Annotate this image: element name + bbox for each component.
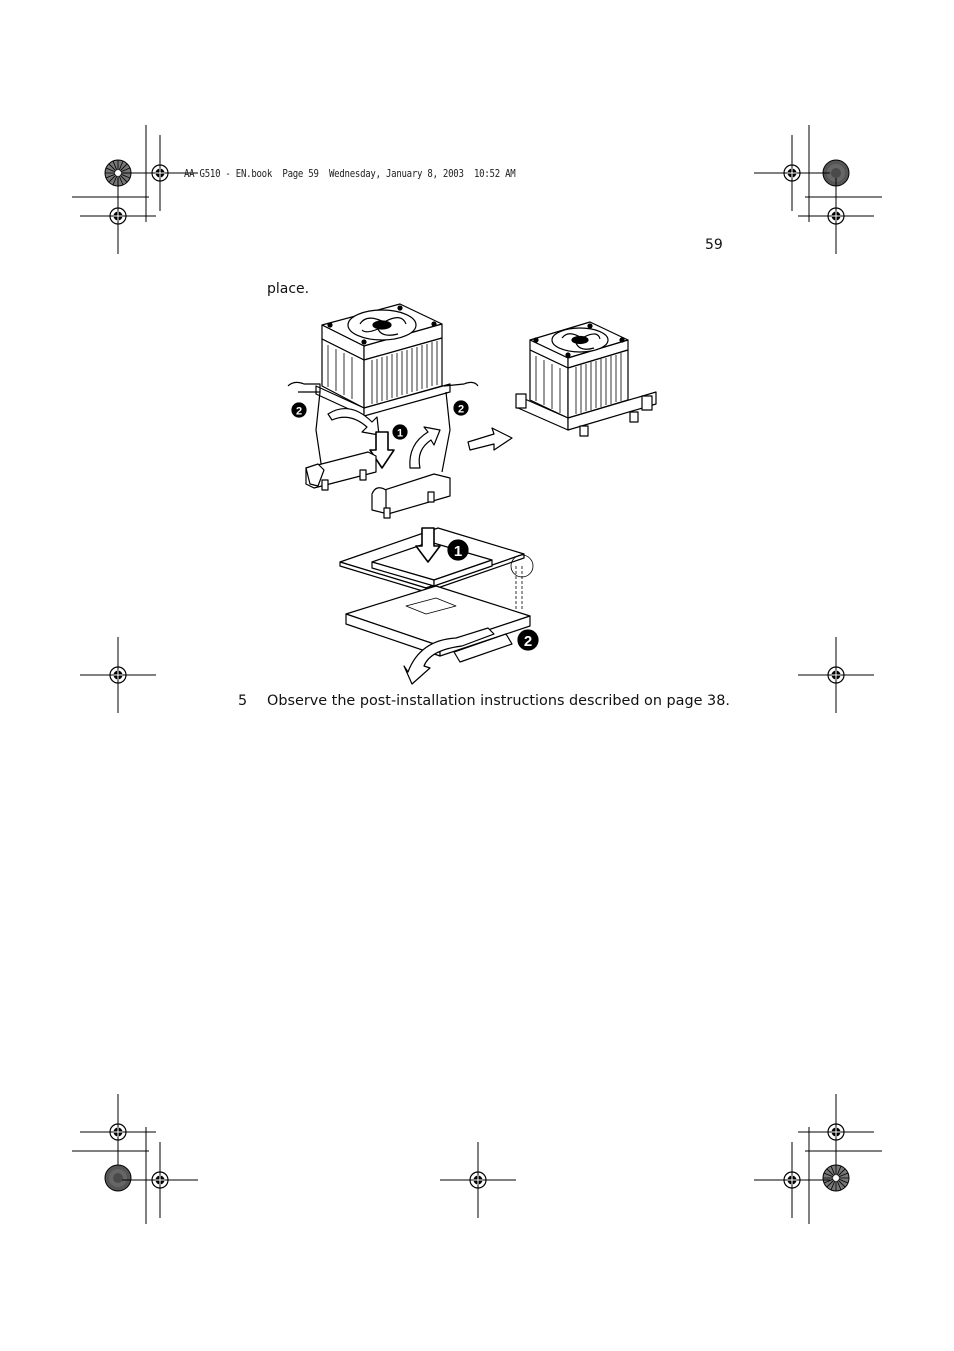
callout-2-left: 2 bbox=[295, 405, 303, 418]
callout-1-cpu: 1 bbox=[453, 543, 463, 560]
step-text: Observe the post-installation instructions described on page 38. bbox=[267, 693, 730, 709]
heatsink-fan-left-illustration bbox=[316, 304, 450, 416]
heatsink-fan-right-illustration bbox=[516, 322, 656, 436]
print-header: AA G510 - EN.book Page 59 Wednesday, January 8, 2003 10:52 AM bbox=[184, 168, 516, 180]
lead-text: place. bbox=[267, 281, 310, 297]
cpu-socket-illustration bbox=[340, 528, 538, 684]
step-number: 5 bbox=[238, 693, 248, 709]
callout-2-lever: 2 bbox=[523, 633, 533, 650]
page-number: 59 bbox=[705, 237, 723, 253]
heatsink-installation-diagram bbox=[280, 300, 680, 685]
callout-2-right: 2 bbox=[457, 403, 465, 416]
callout-1-top: 1 bbox=[396, 427, 404, 440]
